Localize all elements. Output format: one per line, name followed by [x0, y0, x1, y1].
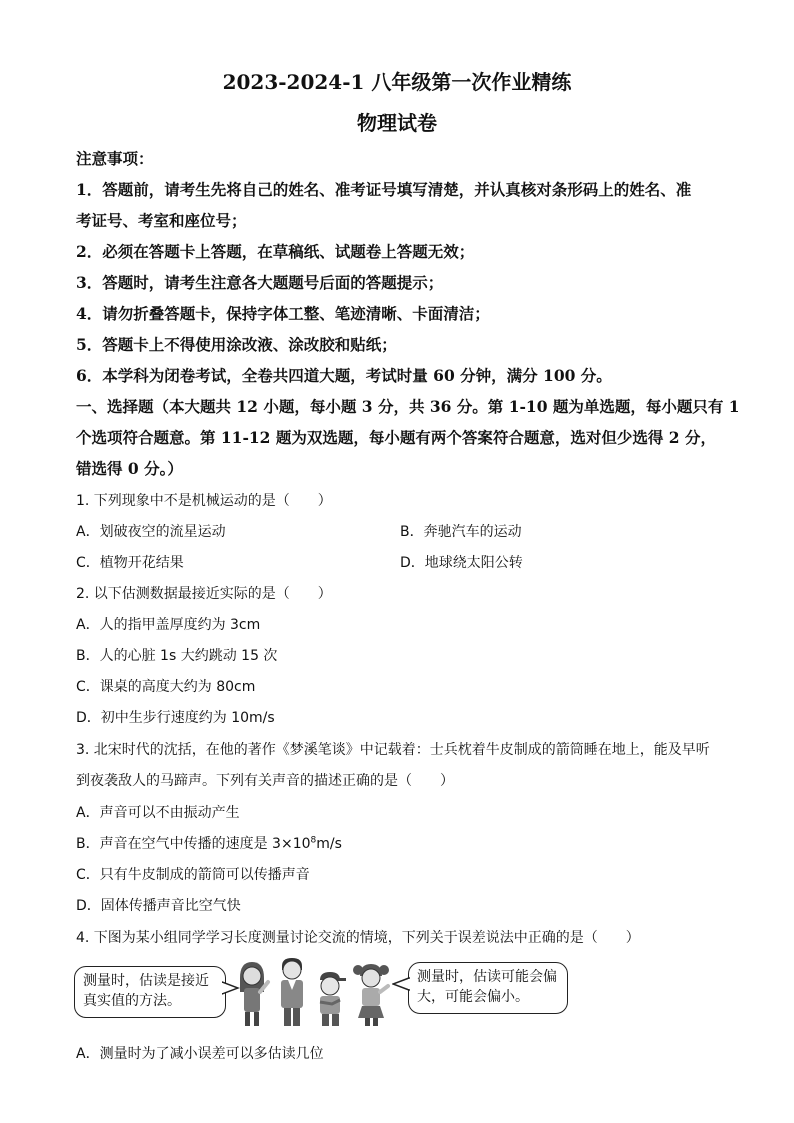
exponent: 8 — [310, 835, 317, 846]
question-3-option-b — [76, 833, 342, 853]
exam-title: 2023-2024-1 八年级第一次作业精练 — [222, 70, 572, 94]
student-girl-1 — [240, 962, 268, 1026]
question-1-stem: 1. 下列现象中不是机械运动的是（ ） — [76, 493, 332, 509]
speech-bubble-right: 测量时，估读可能会偏大，可能会偏小。 — [408, 962, 568, 1014]
notice-heading: 注意事项： — [76, 149, 154, 168]
section-heading-cont1: 个选项符合题意。第 11-12 题为双选题，每小题有两个答案符合题意，选对但少选得 2 分， — [76, 428, 716, 447]
question-2-option-c: C．课桌的高度大约为 80cm — [76, 679, 256, 695]
question-3-option-a: A．声音可以不由振动产生 — [76, 805, 240, 821]
student-boy-2 — [320, 972, 346, 1026]
question-3-stem-cont: 到夜袭敌人的马蹄声。下列有关声音的描述正确的是（ ） — [76, 773, 454, 789]
student-boy-1 — [281, 958, 303, 1026]
notice-item-1-cont: 考证号、考室和座位号； — [76, 211, 247, 230]
question-3-option-d: D．固体传播声音比空气快 — [76, 898, 241, 914]
question-2-option-d: D．初中生步行速度约为 10m/s — [76, 710, 275, 726]
notice-item-6: 6．本学科为闭卷考试，全卷共四道大题，考试时量 60 分钟，满分 100 分。 — [76, 366, 612, 385]
section-heading: 一、选择题（本大题共 12 小题，每小题 3 分，共 36 分。第 1-10 题为单选题，每小题只有 1 — [76, 397, 740, 416]
question-1-option-b: B．奔驰汽车的运动 — [400, 524, 522, 540]
section-heading-cont2: 错选得 0 分。） — [76, 459, 183, 478]
question-3-option-c: C．只有牛皮制成的箭筒可以传播声音 — [76, 867, 310, 883]
question-2-stem: 2. 以下估测数据最接近实际的是（ ） — [76, 586, 332, 602]
question-2-option-a: A．人的指甲盖厚度约为 3cm — [76, 617, 261, 633]
question-1-option-d: D．地球绕太阳公转 — [400, 555, 523, 571]
notice-item-4: 4．请勿折叠答题卡，保持字体工整、笔迹清晰、卡面清洁； — [76, 304, 490, 323]
notice-item-2: 2．必须在答题卡上答题，在草稿纸、试题卷上答题无效； — [76, 242, 475, 261]
exam-subtitle: 物理试卷 — [357, 111, 437, 135]
question-1-option-c: C．植物开花结果 — [76, 555, 184, 571]
notice-item-5: 5．答题卡上不得使用涂改液、涂改胶和贴纸； — [76, 335, 397, 354]
question-3-option-b-text: B．声音在空气中传播的速度是 3×10 — [76, 836, 311, 852]
notice-item-3: 3．答题时，请考生注意各大题题号后面的答题提示； — [76, 273, 444, 292]
students-illustration — [236, 956, 398, 1028]
question-1-option-a: A．划破夜空的流星运动 — [76, 524, 226, 540]
speech-bubble-left: 测量时，估读是接近真实值的方法。 — [74, 966, 226, 1018]
question-2-option-b: B．人的心脏 1s 大约跳动 15 次 — [76, 648, 278, 664]
notice-item-1: 1．答题前，请考生先将自己的姓名、准考证号填写清楚，并认真核对条形码上的姓名、准 — [76, 180, 692, 199]
question-4-option-a: A．测量时为了减小误差可以多估读几位 — [76, 1046, 324, 1062]
question-3-stem: 3. 北宋时代的沈括，在他的著作《梦溪笔谈》中记载着：士兵枕着牛皮制成的箭筒睡在地上，能及早听 — [76, 742, 710, 758]
unit: m/s — [316, 836, 342, 852]
question-4-stem: 4. 下图为某小组同学学习长度测量讨论交流的情境，下列关于误差说法中正确的是（ ） — [76, 930, 640, 946]
student-girl-2 — [353, 964, 389, 1026]
